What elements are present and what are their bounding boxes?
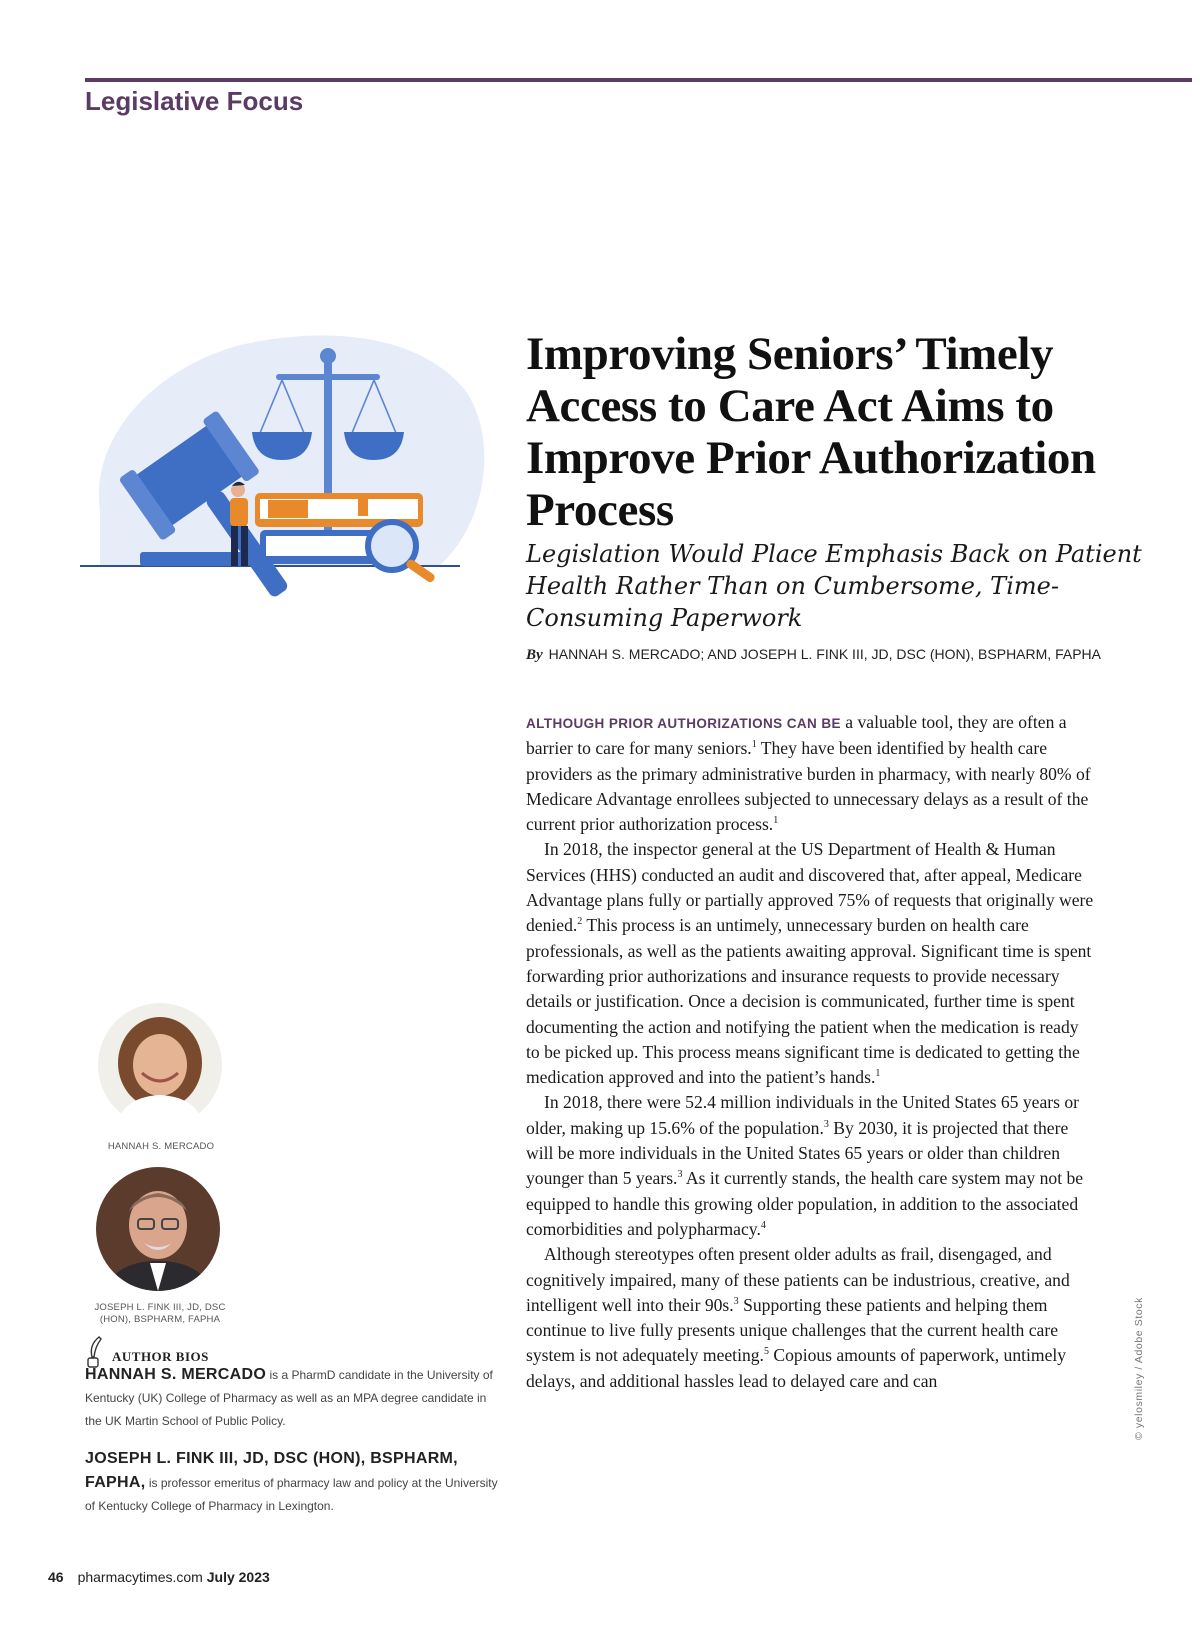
image-credit: © yelosmiley / Adobe Stock (1133, 1297, 1145, 1440)
body-text: In 2018, the inspector general at the US Department of Health & Human Services (HHS) conducted an audit and discovered that, after appeal, Medicare Advantage plans fully or partially approved 75% of requests that originally were denied. (526, 839, 1094, 936)
footnote-ref: 3 (823, 1118, 829, 1130)
footnote-ref: 3 (733, 1295, 739, 1307)
author-photo-fink (96, 1167, 220, 1291)
footnote-ref: 3 (677, 1169, 683, 1181)
hero-illustration (80, 330, 510, 620)
photo-caption-fink: JOSEPH L. FINK III, JD, DSC (HON), BSPHARM, FAPHA (94, 1302, 226, 1325)
bio-name: JOSEPH L. FINK III, JD, DSC (HON), BSPHARM, FAPHA, (85, 1450, 458, 1491)
footer-issue: July 2023 (206, 1569, 270, 1585)
bio-text: is professor emeritus of pharmacy law and policy at the University of Kentucky College of Pharmacy in Lexington. (85, 1476, 498, 1513)
bios-heading: AUTHOR BIOS (112, 1349, 209, 1364)
body-text: This process is an untimely, unnecessary burden on health care professionals, as well as the patients awaiting approval. Significant time is spent forwarding prior authorizations and insurance requests to provide necessary details or justification. Once a decision is communicated, further time is spent documenting the action and notifying the patient when the medication is ready to be picked up. This process means significant time is dedicated to getting the medication approved and into the patient’s hands. (526, 915, 1092, 1088)
lead-in: ALTHOUGH PRIOR AUTHORIZATIONS CAN BE (526, 716, 841, 731)
article-title: Improving Seniors’ Timely Access to Care Act Aims to Improve Prior Authorization Process (526, 328, 1096, 536)
body-text: As it currently stands, the health care system may not be equipped to handle this growing older population, in addition to the associated comorbidities and polypharmacy. (526, 1168, 1084, 1239)
article-body (526, 710, 1096, 1394)
body-text: a valuable tool, they are often a barrier to care for many seniors. (526, 712, 1067, 759)
byline (526, 646, 1146, 664)
footnote-ref: 5 (763, 1346, 769, 1358)
author-photo-mercado (98, 1003, 222, 1127)
scales-gavel-books-illustration-icon (80, 330, 510, 620)
byline-by: By (526, 647, 543, 663)
paragraph-1 (526, 710, 1096, 837)
body-text: By 2030, it is projected that there will be more individuals in the United States 65 years or older than children younger than 5 years. (526, 1117, 1069, 1189)
title-block (526, 328, 1146, 664)
article-subtitle: Legislation Would Place Emphasis Back on Patient Health Rather Than on Cumbersome, Time-Consuming Paperwork (526, 540, 1142, 632)
body-text: Supporting these patients and helping them continue to live fully presents unique challenges that the current health care system is not adequately meeting. (526, 1294, 1059, 1366)
paragraph-3 (526, 1090, 1096, 1242)
body-text: Although stereotypes often present older adults as frail, disengaged, and cognitively impaired, many of these patients can be industrious, creative, and intelligent well into their 90s. (526, 1244, 1070, 1315)
paragraph-4 (526, 1242, 1096, 1394)
bio-text: is a PharmD candidate in the University of Kentucky (UK) College of Pharmacy as well as an MPA degree candidate in the UK Martin School of Public Policy. (85, 1368, 493, 1428)
bio-name: HANNAH S. MERCADO (85, 1366, 267, 1383)
paragraph-2 (526, 837, 1096, 1090)
byline-authors: HANNAH S. MERCADO; AND JOSEPH L. FINK III, JD, DSC (HON), BSPHARM, FAPHA (548, 646, 1101, 662)
footnote-ref: 1 (773, 815, 779, 827)
header-rule (85, 78, 1192, 82)
footnote-ref: 1 (875, 1068, 881, 1080)
photo-caption-mercado: HANNAH S. MERCADO (107, 1141, 215, 1152)
body-text: In 2018, there were 52.4 million individuals in the United States 65 years or older, making up 15.6% of the population. (526, 1092, 1080, 1138)
page-footer (48, 1569, 270, 1585)
body-text: Copious amounts of paperwork, untimely delays, and additional hassles lead to delayed care and can (526, 1345, 1067, 1391)
body-text: They have been identified by health care providers as the primary administrative burden in pharmacy, with nearly 80% of Medicare Advantage enrollees subjected to unnecessary delays as a result of the current prior authorization process. (526, 738, 1091, 835)
footnote-ref: 4 (760, 1220, 766, 1232)
footnote-ref: 1 (751, 739, 757, 751)
footnote-ref: 2 (577, 916, 583, 928)
footer-site: pharmacytimes.com (77, 1569, 203, 1585)
section-label: Legislative Focus (85, 86, 304, 116)
author-bio-mercado (85, 1363, 505, 1433)
page-number: 46 (48, 1569, 64, 1585)
author-bio-fink (85, 1447, 505, 1518)
